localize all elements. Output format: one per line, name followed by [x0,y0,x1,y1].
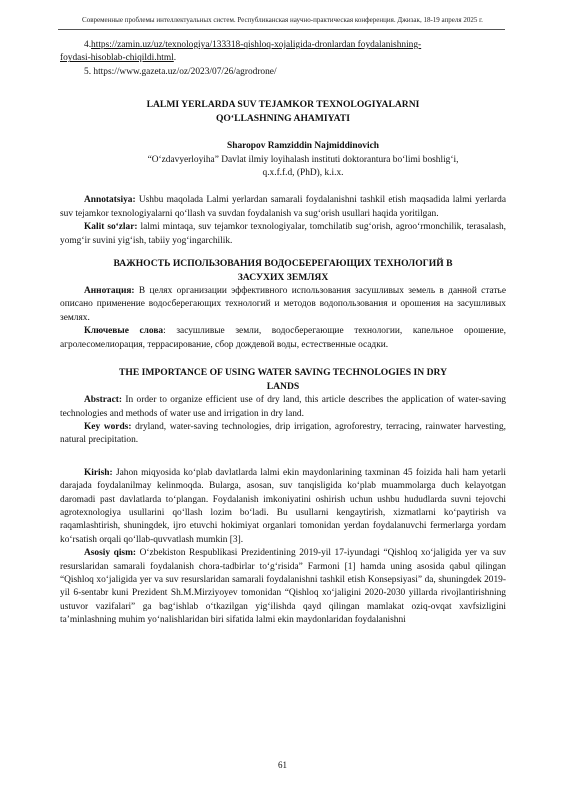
reference-4-number: 4. [84,40,92,50]
main-part-label: Asosiy qism: [84,548,137,559]
author-affiliation-line2: q.x.f.f.d, (PhD), k.i.x. [262,168,344,179]
en-title-line1: THE IMPORTANCE OF USING WATER SAVING TECHNOLOGIES IN DRY [118,367,448,379]
author-name: Sharopov Ramziddin Najmiddinovich [227,141,379,152]
reference-5: 5. https://www.gazeta.uz/oz/2023/07/26/agrodrone/ [84,66,277,77]
uz-keywords [60,221,506,248]
ru-abstract-text: В целях организации эффективного использования засушливых земель в данной статье описано применение водосберегающих технологий и методов водопользования и орошения на засушливых землях. [60,286,506,323]
uz-title-line2: QO‘LLASHNING AHAMIYATI [215,113,351,125]
uz-keywords-text: lalmi mintaqa, suv tejamkor texnologiyalar, tomchilatib sug‘orish, agroo‘rmonchilik, terasalash, yomg‘ir suvini yig‘ish, tabiiy yog‘ingarchilik. [60,222,506,246]
page-number: 61 [278,760,287,770]
introduction-label: Kirish: [84,467,113,478]
uz-abstract [60,194,506,221]
running-header: Современные проблемы интеллектуальных систем. Республиканская научно-практическая конференция. Джизак, 18-19 апреля 2025 г. [82,16,483,24]
uz-abstract-label: Annotatsiya: [84,195,136,206]
en-abstract [60,394,506,421]
en-abstract-text: In order to organize efficient use of dry land, this article describes the application of water-saving technologies and methods of water use and irrigation in dry land. [60,395,506,419]
ru-keywords-text: : засушливые земли, водосберегающие технологии, капельное орошение, агролесомелиорация, террасирование, сбор дождевой воды, естественные осадки. [60,326,506,350]
reference-4 [60,39,506,66]
introduction-text: Jahon miqyosida ko‘plab davlatlarda lalmi ekin maydonlarining taxminan 45 foizida hali ham yetarli darajada foydalanilmay kelinmoqda. Bularga, asosan, suv tanqisligida ko‘plab muammolarga duch kelayotgan daromadi past davlatlarda to‘plangan. Foydalanish imkoniyatini oshirish uchun ushbu hududlarda suvni tejovchi agrotexnologiya usullarini qo‘llash lozim bo‘ladi. Bu usullarni kengaytirish, xizmatlarni ko‘paytirish va raqamlashtirish, shuningdek, ijro etuvchi hokimiyat organlari tomonidan yerdan foydalanuvchi fermerlarga yordam ko‘rsatish orqali qo‘llab-quvvatlash mumkin [3]. [60,467,506,545]
ru-keywords-label: Ключевые слова [84,326,164,337]
uz-keywords-label: Kalit so‘zlar: [84,222,138,233]
en-title-line2: LANDS [266,381,300,393]
en-keywords-text: dryland, water-saving technologies, drip irrigation, agroforestry, terracing, rainwater harvesting, natural precipitation. [60,421,507,446]
body-introduction [60,467,506,547]
uz-abstract-text: Ushbu maqolada Lalmi yerlardan samarali foydalanishni tashkil etish maqsadida lalmi yerlarda suv tejamkor texnologiyalarni qo‘llash va suvdan foydalanish va sug‘orish usullari haqida yoritilgan. [60,195,506,219]
ru-title-line2: ЗАСУХИХ ЗЕМЛЯХ [237,272,329,284]
reference-4-suffix: . [173,53,177,64]
uz-title-line1: LALMI YERLARDA SUV TEJAMKOR TEXNOLOGIYALARNI [146,99,420,111]
ru-keywords [60,325,506,352]
en-keywords-label: Key words: [84,421,132,432]
en-abstract-label: Abstract: [84,395,123,406]
ru-abstract [60,285,506,325]
reference-4-link-line1: https://zamin.uz/uz/texnologiya/133318-qishloq-xojaligida-dronlardan foydalanishning- [91,40,422,50]
author-affiliation-line1: “O‘zdavyerloyiha” Davlat ilmiy loyihalash instituti doktorantura bo‘limi boshlig‘i, [147,154,459,165]
header-divider [58,29,505,30]
main-part-text: O‘zbekiston Respublikasi Prezidentining 2019-yil 17-iyundagi “Qishloq xo‘jaligida yer va suv resurslaridan samarali foydalanish chora-tadbirlar to‘g‘risida” Farmoni [1] hamda uning asosida qabul qilingan “Qishloq xo‘jaligida yer va suv resurslaridan samarali foydalanishni tashkil etish Konsepsiyasi” da, shuningdek 2019-yil 6-sentabr kuni Prezident Sh.M.Mirziyoyev tomonidan “Qishloq xo‘jaligini 2020-2030 yillarda rivojlantirishning ustuvor vazifalari” ga bag‘ishlab o‘tkazilgan yig‘ilishda qayd qilingan mamlakat oziq-ovqat xavfsizligini ta’minlashning muhim yo‘nalishlaridan biri sifatida lalmi ekin maydonlaridan foydalanishni [60,548,506,626]
reference-4-link[interactable] [60,40,421,63]
page-content [60,39,506,628]
en-keywords [60,421,506,448]
body-main-part [60,547,506,627]
ru-title-line1: ВАЖНОСТЬ ИСПОЛЬЗОВАНИЯ ВОДОСБЕРЕГАЮЩИХ ТЕХНОЛОГИЙ В [113,258,453,270]
ru-abstract-label: Аннотация: [84,286,135,297]
reference-4-link-line2: foydasi-hisoblab-chiqildi.html [60,53,174,64]
